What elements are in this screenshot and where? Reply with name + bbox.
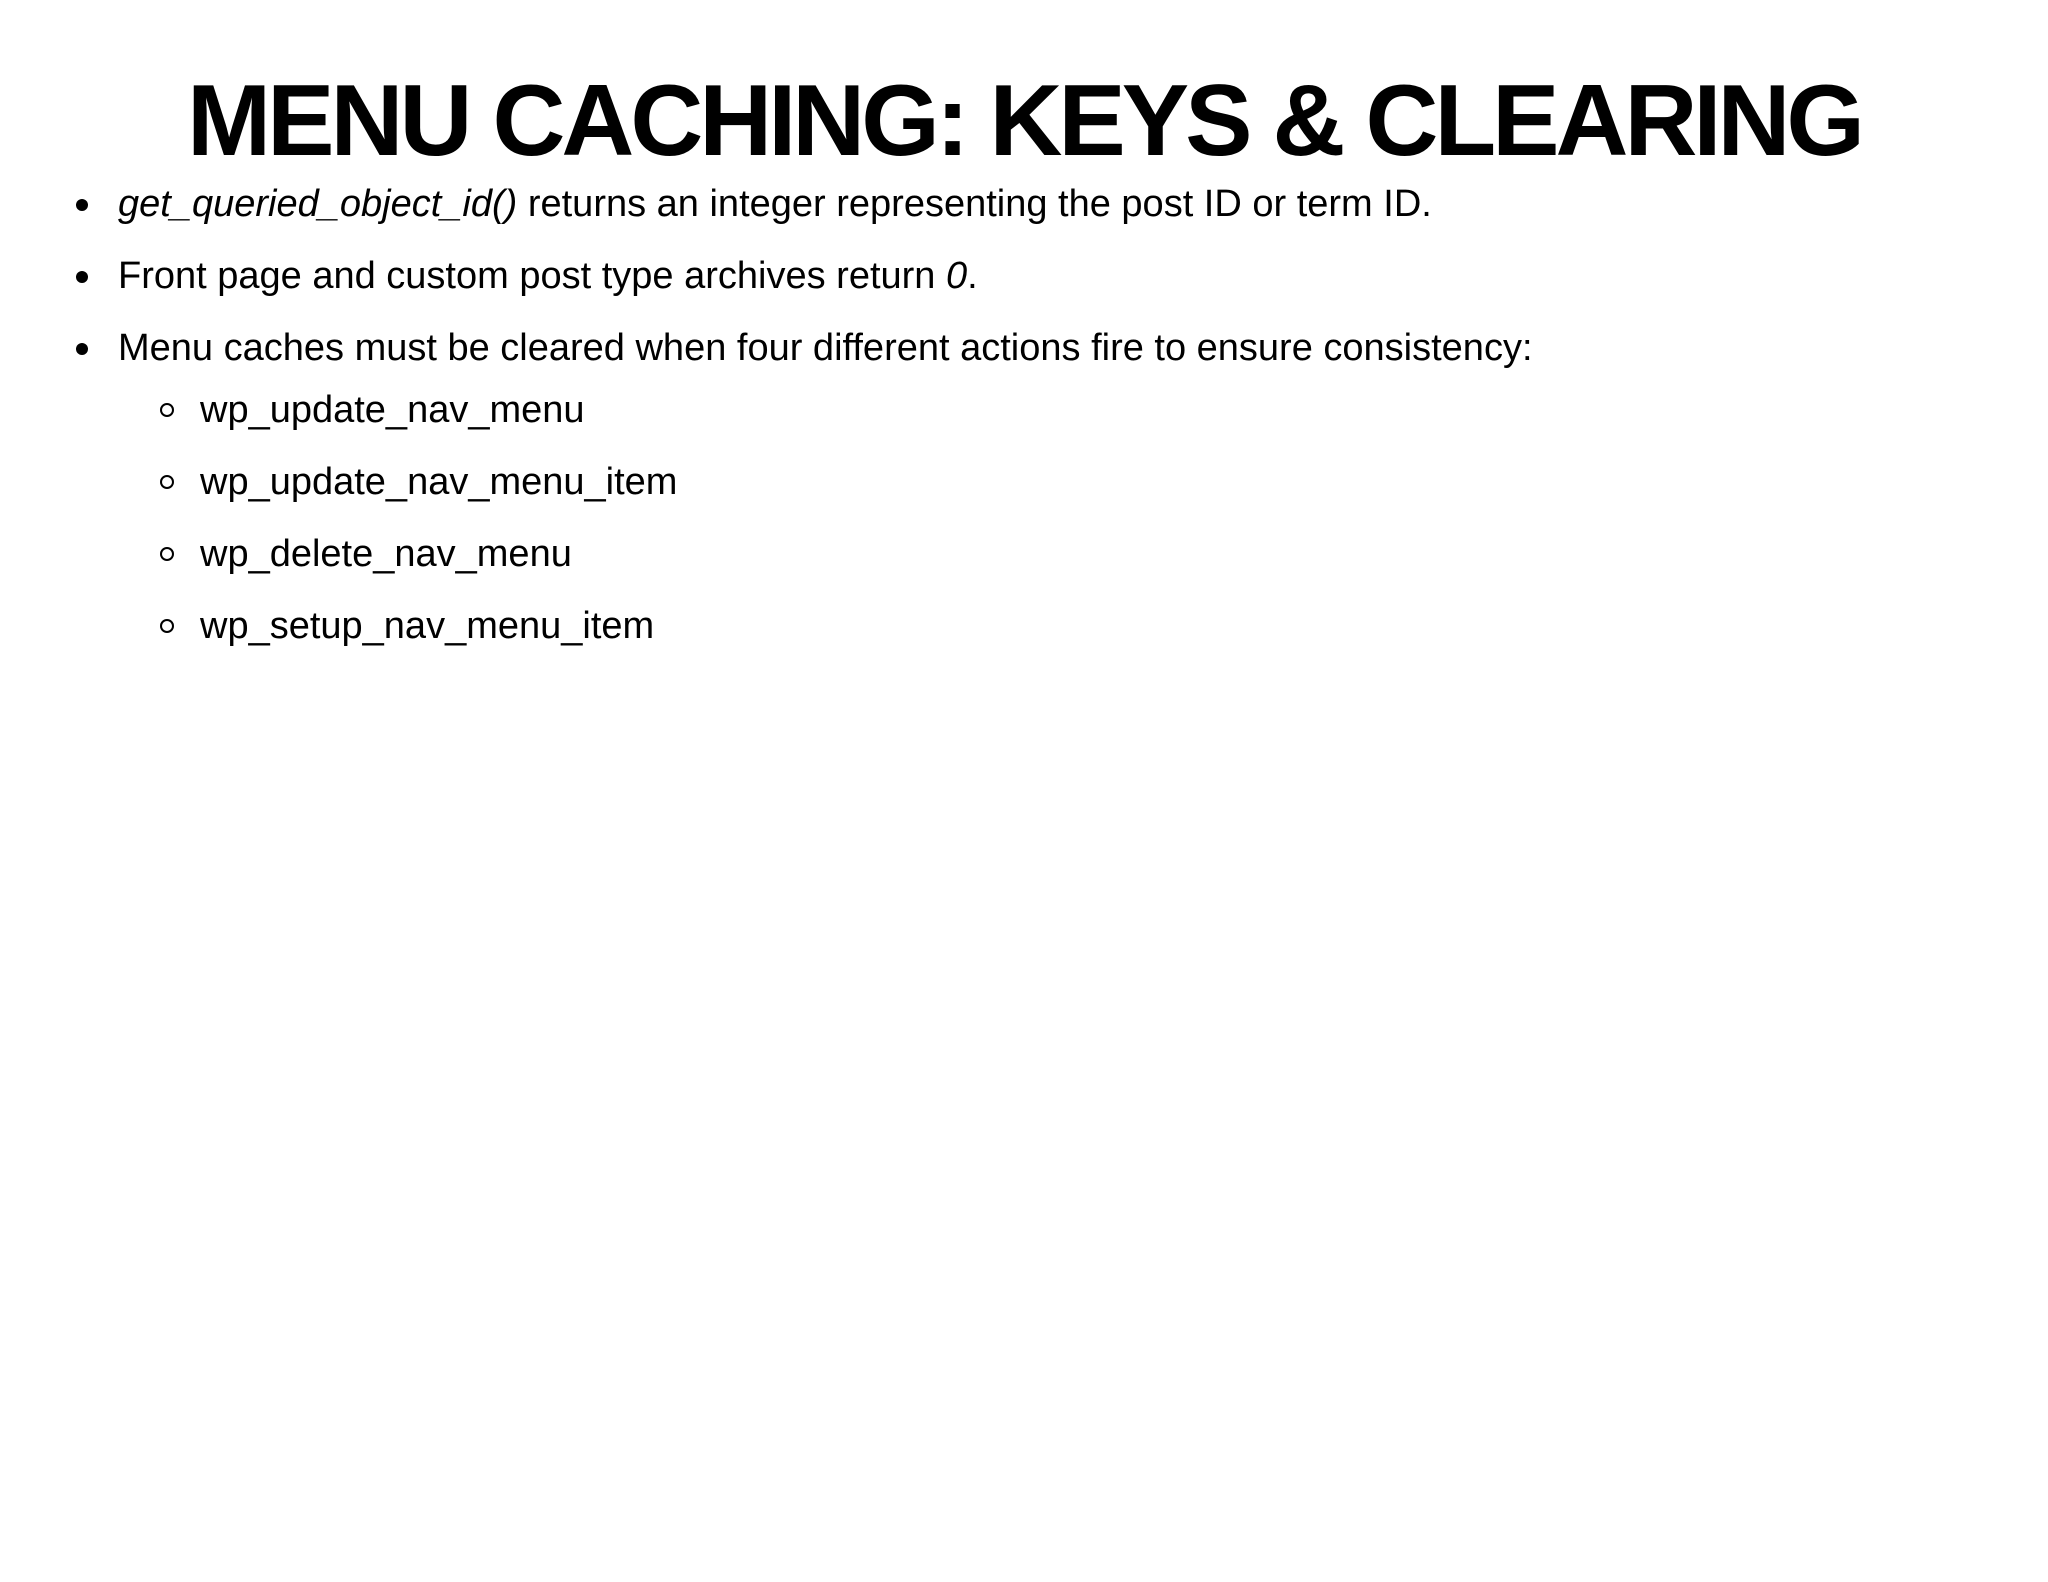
- bullet-body: returns an integer representing the post ID or term ID.: [517, 183, 1432, 225]
- bullet-item-front-page: [0, 240, 2048, 312]
- hollow-bullet-icon: [160, 403, 174, 417]
- bullet-suffix: .: [967, 255, 978, 297]
- bullet-list: [0, 168, 2048, 384]
- action-name: wp_delete_nav_menu: [200, 533, 572, 575]
- action-name: wp_update_nav_menu: [200, 389, 585, 431]
- bullet-text: [118, 240, 978, 312]
- action-item: [0, 446, 2048, 518]
- hollow-bullet-icon: [160, 475, 174, 489]
- action-item: [0, 590, 2048, 662]
- hollow-bullet-icon: [160, 547, 174, 561]
- bullet-body: Menu caches must be cleared when four different actions fire to ensure consistency:: [118, 327, 1533, 369]
- bullet-code-term: get_queried_object_id(): [118, 183, 518, 225]
- bullet-dot-icon: [76, 271, 88, 283]
- action-name: wp_setup_nav_menu_item: [200, 605, 655, 647]
- bullet-code-term: 0: [945, 255, 968, 297]
- slide-title: MENU CACHING: KEYS & CLEARING: [187, 65, 1861, 177]
- action-item: [0, 518, 2048, 590]
- bullet-item-queried-object-id: [0, 168, 2048, 240]
- bullet-dot-icon: [76, 343, 88, 355]
- action-item: [0, 374, 2048, 446]
- action-name: wp_update_nav_menu_item: [200, 461, 678, 503]
- hollow-bullet-icon: [160, 619, 174, 633]
- bullet-text: [118, 168, 1432, 240]
- bullet-dot-icon: [76, 199, 88, 211]
- action-list: [0, 374, 2048, 662]
- action-list-wrapper: [0, 374, 2048, 662]
- bullet-body: Front page and custom post type archives return: [118, 255, 946, 297]
